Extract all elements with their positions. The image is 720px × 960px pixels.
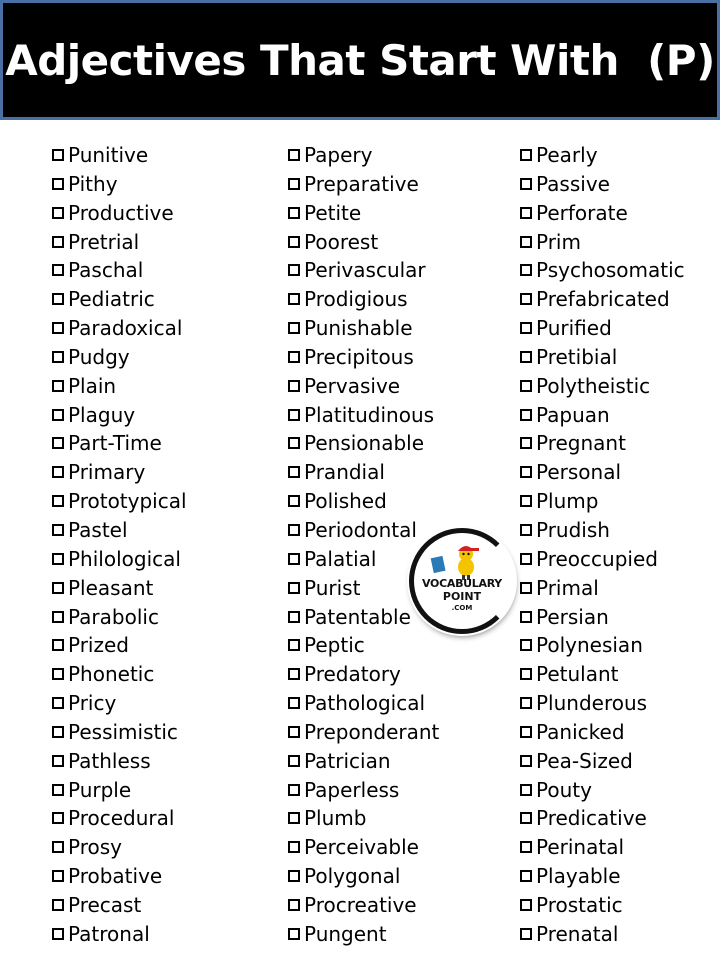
word-item xyxy=(52,141,187,170)
word-item xyxy=(520,170,685,199)
word-item xyxy=(52,372,187,401)
word-label: Pervasive xyxy=(304,373,401,398)
word-item xyxy=(520,862,685,891)
word-label: Prudish xyxy=(536,517,610,542)
checkbox-icon xyxy=(288,841,300,853)
word-item xyxy=(288,228,439,257)
checkbox-icon xyxy=(520,524,532,536)
checkbox-icon xyxy=(288,899,300,911)
checkbox-icon xyxy=(288,264,300,276)
word-label: Pediatric xyxy=(68,287,155,312)
word-label: Poorest xyxy=(304,229,379,254)
word-label: Preparative xyxy=(304,171,419,196)
checkbox-icon xyxy=(52,582,64,594)
word-label: Patrician xyxy=(304,748,391,773)
word-item xyxy=(520,372,685,401)
word-label: Preoccupied xyxy=(536,546,658,571)
checkbox-icon xyxy=(520,495,532,507)
checkbox-icon xyxy=(288,928,300,940)
checkbox-icon xyxy=(520,812,532,824)
word-item xyxy=(520,458,685,487)
word-item xyxy=(520,516,685,545)
checkbox-icon xyxy=(52,755,64,767)
word-label: Plumb xyxy=(304,806,367,831)
word-label: Pensionable xyxy=(304,431,425,456)
word-label: Part-Time xyxy=(68,431,162,456)
word-item xyxy=(52,660,187,689)
word-item xyxy=(52,343,187,372)
checkbox-icon xyxy=(288,178,300,190)
checkbox-icon xyxy=(288,611,300,623)
checkbox-icon xyxy=(52,870,64,882)
word-label: Polynesian xyxy=(536,633,643,658)
word-label: Patentable xyxy=(304,604,411,629)
word-label: Prenatal xyxy=(536,921,619,946)
word-label: Petite xyxy=(304,200,362,225)
word-label: Prostatic xyxy=(536,892,623,917)
word-item xyxy=(520,718,685,747)
word-item xyxy=(52,170,187,199)
word-label: Paschal xyxy=(68,258,144,283)
word-item xyxy=(520,487,685,516)
word-item xyxy=(288,920,439,949)
word-item xyxy=(520,833,685,862)
word-label: Pessimistic xyxy=(68,719,178,744)
word-label: Pricy xyxy=(68,691,117,716)
checkbox-icon xyxy=(520,755,532,767)
word-label: Predicative xyxy=(536,806,647,831)
checkbox-icon xyxy=(288,668,300,680)
word-label: Pleasant xyxy=(68,575,154,600)
word-label: Petulant xyxy=(536,662,619,687)
word-column-1 xyxy=(52,141,187,949)
word-label: Prandial xyxy=(304,460,385,485)
word-item xyxy=(288,747,439,776)
word-label: Purple xyxy=(68,777,132,802)
checkbox-icon xyxy=(520,380,532,392)
word-item xyxy=(520,314,685,343)
word-item xyxy=(52,199,187,228)
checkbox-icon xyxy=(520,409,532,421)
word-label: Pithy xyxy=(68,171,118,196)
checkbox-icon xyxy=(520,293,532,305)
word-item xyxy=(288,689,439,718)
word-label: Polygonal xyxy=(304,864,401,889)
word-item xyxy=(288,804,439,833)
word-item xyxy=(52,545,187,574)
checkbox-icon xyxy=(52,149,64,161)
word-column-3 xyxy=(520,141,685,949)
word-label: Psychosomatic xyxy=(536,258,685,283)
word-item xyxy=(288,314,439,343)
checkbox-icon xyxy=(520,236,532,248)
word-label: Procreative xyxy=(304,892,417,917)
word-label: Periodontal xyxy=(304,517,417,542)
word-label: Patronal xyxy=(68,921,150,946)
checkbox-icon xyxy=(520,351,532,363)
word-label: Parabolic xyxy=(68,604,159,629)
checkbox-icon xyxy=(520,437,532,449)
word-label: Purified xyxy=(536,316,612,341)
checkbox-icon xyxy=(52,553,64,565)
word-label: Pea-Sized xyxy=(536,748,633,773)
word-label: Pathless xyxy=(68,748,151,773)
word-item xyxy=(520,256,685,285)
word-item xyxy=(52,401,187,430)
word-item xyxy=(52,256,187,285)
word-label: Precipitous xyxy=(304,344,414,369)
checkbox-icon xyxy=(520,870,532,882)
word-label: Pretibial xyxy=(536,344,618,369)
word-label: Prized xyxy=(68,633,129,658)
word-item xyxy=(520,228,685,257)
word-item xyxy=(520,891,685,920)
word-item xyxy=(288,631,439,660)
checkbox-icon xyxy=(52,784,64,796)
logo-text-vocabulary: VOCABULARY xyxy=(422,577,502,590)
checkbox-icon xyxy=(52,812,64,824)
checkbox-icon xyxy=(520,178,532,190)
word-label: Perivascular xyxy=(304,258,426,283)
checkbox-icon xyxy=(520,668,532,680)
word-label: Productive xyxy=(68,200,174,225)
checkbox-icon xyxy=(288,524,300,536)
word-item xyxy=(520,603,685,632)
word-item xyxy=(52,776,187,805)
checkbox-icon xyxy=(288,582,300,594)
checkbox-icon xyxy=(520,582,532,594)
word-item xyxy=(52,429,187,458)
word-item xyxy=(52,487,187,516)
word-label: Plunderous xyxy=(536,691,648,716)
checkbox-icon xyxy=(52,466,64,478)
checkbox-icon xyxy=(288,437,300,449)
word-label: Perceivable xyxy=(304,835,419,860)
checkbox-icon xyxy=(288,553,300,565)
word-label: Pungent xyxy=(304,921,387,946)
word-label: Peptic xyxy=(304,633,365,658)
word-item xyxy=(520,401,685,430)
word-item xyxy=(520,199,685,228)
word-label: Palatial xyxy=(304,546,377,571)
word-item xyxy=(52,862,187,891)
word-label: Procedural xyxy=(68,806,175,831)
word-label: Primal xyxy=(536,575,599,600)
word-item xyxy=(520,545,685,574)
word-item xyxy=(52,228,187,257)
word-item xyxy=(520,343,685,372)
word-item xyxy=(520,747,685,776)
word-label: Polished xyxy=(304,489,387,514)
checkbox-icon xyxy=(520,841,532,853)
checkbox-icon xyxy=(52,293,64,305)
word-label: Punishable xyxy=(304,316,413,341)
word-label: Perinatal xyxy=(536,835,625,860)
word-item xyxy=(520,660,685,689)
word-label: Pouty xyxy=(536,777,592,802)
checkbox-icon xyxy=(520,928,532,940)
checkbox-icon xyxy=(52,351,64,363)
word-item xyxy=(520,141,685,170)
checkbox-icon xyxy=(52,380,64,392)
checkbox-icon xyxy=(288,726,300,738)
checkbox-icon xyxy=(52,611,64,623)
word-item xyxy=(52,574,187,603)
checkbox-icon xyxy=(520,149,532,161)
checkbox-icon xyxy=(288,697,300,709)
word-item xyxy=(52,689,187,718)
word-item xyxy=(520,285,685,314)
checkbox-icon xyxy=(52,409,64,421)
word-item xyxy=(520,429,685,458)
word-label: Purist xyxy=(304,575,361,600)
word-item xyxy=(520,804,685,833)
page-title: Adjectives That Start With (P) xyxy=(5,35,715,85)
checkbox-icon xyxy=(52,726,64,738)
word-label: Plaguy xyxy=(68,402,136,427)
checkbox-icon xyxy=(52,928,64,940)
checkbox-icon xyxy=(288,322,300,334)
word-label: Philological xyxy=(68,546,181,571)
word-label: Plain xyxy=(68,373,117,398)
checkbox-icon xyxy=(52,668,64,680)
word-label: Pathological xyxy=(304,691,426,716)
word-item xyxy=(288,487,439,516)
word-label: Primary xyxy=(68,460,146,485)
word-item xyxy=(520,689,685,718)
word-label: Prototypical xyxy=(68,489,187,514)
checkbox-icon xyxy=(520,784,532,796)
checkbox-icon xyxy=(288,495,300,507)
word-item xyxy=(52,891,187,920)
word-label: Plump xyxy=(536,489,599,514)
checkbox-icon xyxy=(520,322,532,334)
checkbox-icon xyxy=(52,495,64,507)
word-item xyxy=(288,776,439,805)
checkbox-icon xyxy=(520,611,532,623)
checkbox-icon xyxy=(520,899,532,911)
vocabulary-point-logo xyxy=(409,528,515,634)
word-label: Personal xyxy=(536,460,622,485)
checkbox-icon xyxy=(52,322,64,334)
word-item xyxy=(288,458,439,487)
checkbox-icon xyxy=(288,755,300,767)
word-label: Predatory xyxy=(304,662,401,687)
word-item xyxy=(520,631,685,660)
word-item xyxy=(52,833,187,862)
checkbox-icon xyxy=(288,409,300,421)
word-label: Pregnant xyxy=(536,431,626,456)
word-item xyxy=(288,343,439,372)
word-item xyxy=(52,920,187,949)
word-item xyxy=(288,285,439,314)
checkbox-icon xyxy=(288,149,300,161)
checkbox-icon xyxy=(288,351,300,363)
word-label: Panicked xyxy=(536,719,625,744)
checkbox-icon xyxy=(52,524,64,536)
word-label: Passive xyxy=(536,171,610,196)
word-label: Paradoxical xyxy=(68,316,183,341)
word-item xyxy=(288,170,439,199)
checkbox-icon xyxy=(288,236,300,248)
checkbox-icon xyxy=(520,207,532,219)
checkbox-icon xyxy=(288,784,300,796)
word-item xyxy=(288,256,439,285)
checkbox-icon xyxy=(52,639,64,651)
checkbox-icon xyxy=(288,293,300,305)
word-label: Perforate xyxy=(536,200,628,225)
word-item xyxy=(52,285,187,314)
word-item xyxy=(52,314,187,343)
title-banner xyxy=(0,0,720,120)
word-item xyxy=(288,401,439,430)
word-label: Pearly xyxy=(536,143,598,167)
checkbox-icon xyxy=(520,466,532,478)
word-item xyxy=(288,372,439,401)
word-item xyxy=(520,776,685,805)
word-item xyxy=(520,574,685,603)
word-label: Prodigious xyxy=(304,287,408,312)
checkbox-icon xyxy=(52,697,64,709)
word-label: Paperless xyxy=(304,777,400,802)
word-item xyxy=(288,429,439,458)
logo-text-point: POINT xyxy=(442,590,482,603)
word-item xyxy=(288,718,439,747)
word-label: Platitudinous xyxy=(304,402,435,427)
checkbox-icon xyxy=(52,264,64,276)
checkbox-icon xyxy=(52,841,64,853)
word-label: Pretrial xyxy=(68,229,140,254)
word-item xyxy=(288,833,439,862)
word-label: Probative xyxy=(68,864,163,889)
word-item xyxy=(288,891,439,920)
checkbox-icon xyxy=(288,207,300,219)
checkbox-icon xyxy=(52,178,64,190)
word-item xyxy=(288,862,439,891)
word-item xyxy=(520,920,685,949)
word-label: Phonetic xyxy=(68,662,155,687)
checkbox-icon xyxy=(52,207,64,219)
checkbox-icon xyxy=(520,264,532,276)
word-label: Prim xyxy=(536,229,581,254)
word-item xyxy=(52,804,187,833)
word-label: Papuan xyxy=(536,402,610,427)
checkbox-icon xyxy=(288,870,300,882)
word-item xyxy=(52,603,187,632)
word-label: Playable xyxy=(536,864,621,889)
word-label: Persian xyxy=(536,604,609,629)
word-label: Prefabricated xyxy=(536,287,670,312)
checkbox-icon xyxy=(520,726,532,738)
word-label: Precast xyxy=(68,892,142,917)
checkbox-icon xyxy=(288,466,300,478)
checkbox-icon xyxy=(288,380,300,392)
word-item xyxy=(288,199,439,228)
checkbox-icon xyxy=(52,899,64,911)
word-label: Papery xyxy=(304,143,373,167)
word-item xyxy=(52,631,187,660)
word-label: Pudgy xyxy=(68,344,130,369)
checkbox-icon xyxy=(520,639,532,651)
word-label: Punitive xyxy=(68,143,149,167)
word-item xyxy=(288,141,439,170)
word-label: Pastel xyxy=(68,517,128,542)
checkbox-icon xyxy=(288,812,300,824)
word-item xyxy=(52,747,187,776)
word-label: Preponderant xyxy=(304,719,440,744)
checkbox-icon xyxy=(52,236,64,248)
word-label: Polytheistic xyxy=(536,373,651,398)
checkbox-icon xyxy=(520,697,532,709)
checkbox-icon xyxy=(52,437,64,449)
word-label: Prosy xyxy=(68,835,122,860)
logo-text-com: .COM xyxy=(451,604,473,612)
checkbox-icon xyxy=(520,553,532,565)
word-item xyxy=(52,516,187,545)
word-item xyxy=(288,660,439,689)
word-item xyxy=(52,458,187,487)
checkbox-icon xyxy=(288,639,300,651)
word-item xyxy=(52,718,187,747)
